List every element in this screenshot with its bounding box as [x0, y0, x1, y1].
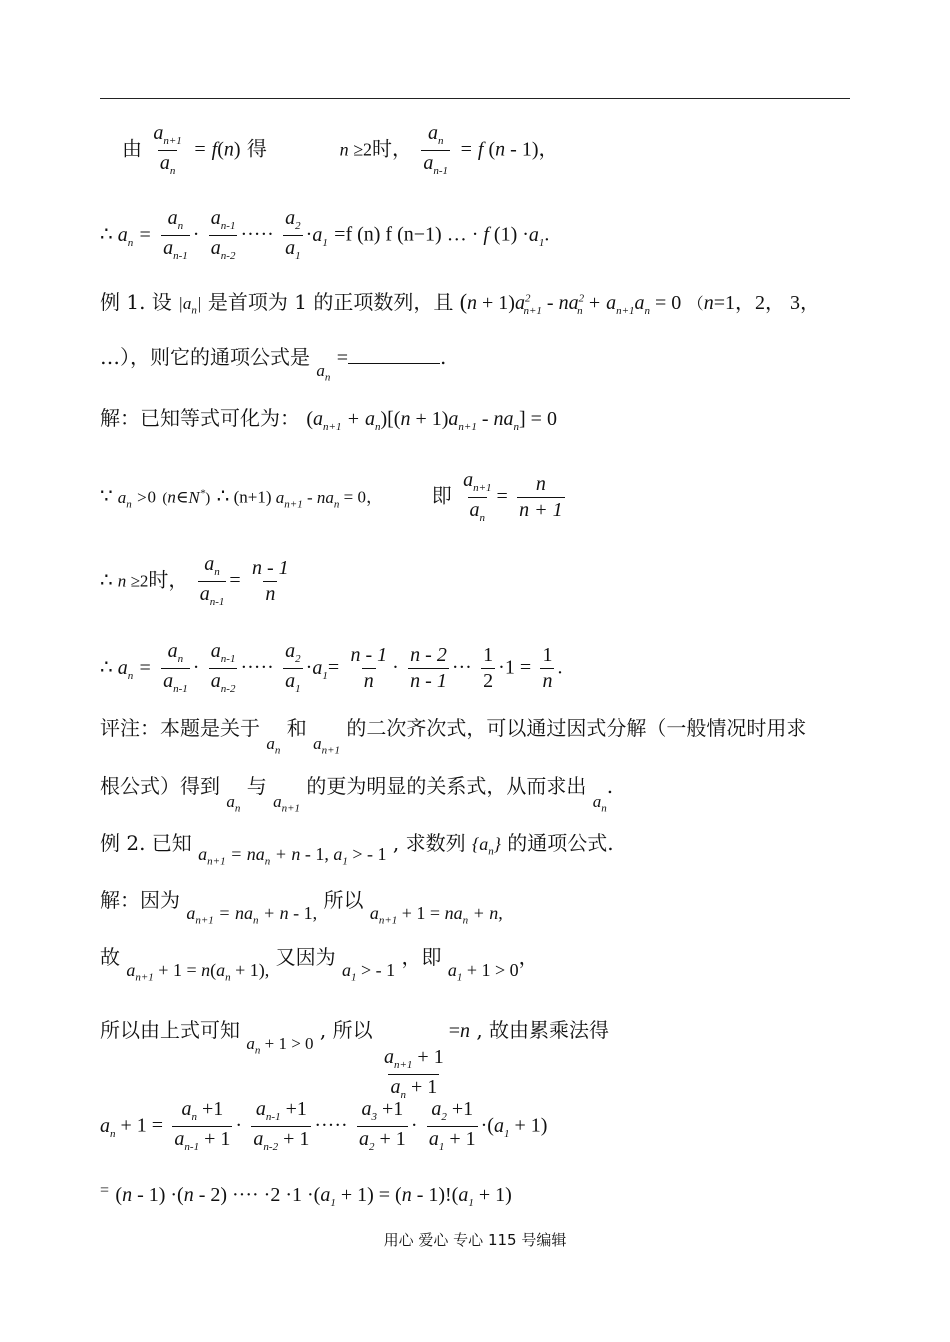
header-rule: [100, 98, 850, 99]
line-5: 解：已知等式可化为： $(a_{n+1} + a_n)[(n + 1)a_{n+1} - na_n] = 0$: [100, 406, 557, 433]
line-4: …），则它的通项公式是 $_{a_n}$ = .: [100, 345, 447, 384]
answer-blank: [348, 349, 440, 364]
line-16: = (n - 1) ·(n - 2) ···· $\cdot 2 \cdot 1 \cdot(a_1 + 1) = (n - 1)!(a_1 + 1)$: [100, 1182, 512, 1209]
page-footer: 用心 爱心 专心 115 号编辑: [383, 1231, 567, 1249]
line-10: 根公式）得到 $_{a_n}$ 与 $_{a_{n+1}}$ 的更为明显的关系式，从而求出 $_{a_n}$.: [100, 774, 614, 815]
line-9: 评注：本题是关于 $_{a_n}$ 和 $_{a_{n+1}}$ 的二次齐次式，可以通过因式分解（一般情况时用求: [100, 716, 807, 757]
line-14: 所以由上式可知 $_{a_n}$ $_{+ 1 > 0}$ , 所以 $\frac{a_{n+1} + 1}{a_n + 1}$ =n , 故由累乘法得: [100, 1018, 610, 1101]
line-8: ∴ $a_n$ = $\frac{a_n}{a_{n-1}}$ · $\frac{a_{n-1}}{a_{n-2}}$ ····· $\frac{a_2}{a_1}$ $\cdot a_1=$ $\frac{n - 1}{n}$ · $\frac{n - 2}{n - 1}$ ··· $\frac{1}{2}$ ·1 = $\frac{1}{n}$ .: [100, 640, 563, 695]
line-13: 故 $a_{n+1} + 1 = n(a_n + 1)$, 又因为 $a_1$ > - 1 ，即 $a_1 + 1 > 0$，: [100, 945, 539, 984]
line-2: ∴ $a_n$ = $\frac{a_n}{a_{n-1}}$ · $\frac{a_{n-1}}{a_{n-2}}$ ····· $\frac{a_2}{a_1}$ $\cdot a_1 =f$ (n) f (n−1) … · f $(1) \cdot a_1$.: [100, 207, 550, 262]
line-7: ∴ n ≥2时， $\frac{a_n}{a_{n-1}}$ = $\frac{n - 1}{n}$: [100, 553, 289, 608]
line-6: ∵ $a_n >0$ (n∈N*) ∴ (n+1) $a_{n+1} - na_n = 0$， 即 $\frac{a_{n+1}}{a_n}$ = $\frac{n}{n + 1}$: [100, 469, 563, 524]
line-1: 由 $\frac{a_{n+1}}{a_n}$ = f(n) 得 n ≥2时， $\frac{a_n}{a_{n-1}}$ = f (n - 1)，: [122, 122, 559, 177]
line-15: $a_n + 1$ = $\frac{a_n +1}{a_{n-1} + 1}$ · $\frac{a_{n-1} +1}{a_{n-2} + 1}$ ····· $\frac{a_3 +1}{a_2 + 1}$ · $\frac{a_2 +1}{a_1 + 1}$ $\cdot(a_1 + 1)$: [100, 1098, 548, 1153]
line-12: 解：因为 $a_{n+1} = na_n + n - 1$, 所以 $a_{n+1} + 1 = na_n + n$,: [100, 888, 503, 927]
line-3: 例 1. 设 $|a_n|$ 是首项为 1 的正项数列，且 $(n + 1)a^2_{n+1} - na^2_n + a_{n+1}a_n = 0$ （n=1，2， 3，: [100, 289, 820, 317]
line-11: 例 2. 已知 $a_{n+1} = na_n + n - 1$, $a_1$ > - 1 , 求数列 $\{a_n\}$ 的通项公式.: [100, 831, 614, 868]
